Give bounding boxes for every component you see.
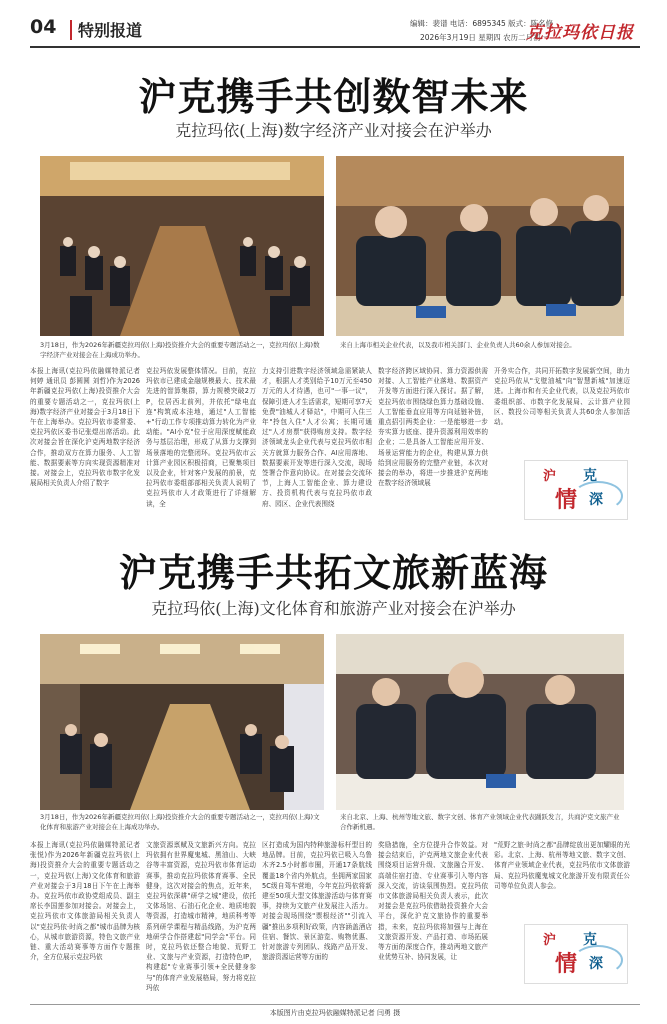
story2-caption-right: 来自北京、上海、杭州等地文旅、数字文创、体育产业领域企业代表踊跃发言，共商沪克文旅产业合作新机遇。 [340,813,620,831]
story1-column-1: 本报上海讯(克拉玛依融媒特派记者 何婷 通讯员 彭圆圆 刘哲)作为2026年新疆克拉玛依(上海)投资推介大会的重要专题活动之一，克拉玛依(上海)数字经济产业对接会于3月18日下午在上海举办。克拉玛依市委常委、克拉玛依区委书记张煜出席活动。此次对接会旨在深化沪克两地数字经济合作，推动双方在算力服务、人工智能、数据要素等方向实现资源精准对接。对接会上，克拉玛依市数字化发展局相关负责人介绍了数字 [30,367,140,488]
story2-column-1: 本报上海讯(克拉玛依融媒特派记者 张悦)作为2026年新疆克拉玛依(上海)投资推介大会的重要专题活动之一，克拉玛依(上海)文化体育和旅游产业对接会于3月18日下午在上海举办。克拉玛依市政协党组成员、副主席长李国莲参加对接会。对接会上，克拉玛依市文体旅游局相关负责人以"克拉玛依·时尚之都"城市品牌为核心，从城市旅游资源，特色文旅产业链、重大活动赛事等方面作专题推介，全方位展示克拉玛依 [30,841,140,962]
story2-column-2: 文旅资源禀赋及文旅新兴方向。克拉玛依拥有世界魔鬼城、黑油山、大峡谷等丰富资源，克拉玛依市体育运动赛事，推动克拉玛依体育赛事、全民健身，这次对接会的焦点，近年来，克拉玛依深耕"研学之城"建设，依托文体场馆、石油石化企业、地质地貌等资源，打造城市精神，地质科考等系列研学课程与精品线路，为沪克两地研学合作搭建起"同学会"平台。同时，克拉玛依还整合地貌、荒野工业、文旅与产业资源，打造特色IP，构建起"专业赛事引领+全民健身参与"的体育产业发展格局，努力将克拉玛依 [146,841,256,992]
story1-photo-conference-hall [40,156,324,336]
hu-ke-qing-shen-badge [524,460,628,520]
badge-qing: 情 [555,488,578,513]
story2-headline: 沪克携手共拓文旅新蓝海 [118,551,548,595]
section-title: 特别报道 [78,21,143,40]
editor-line: 编辑：裴谱 电话：6895345 版式：陈名修 [410,19,554,28]
badge-shen: 深 [589,956,603,972]
date-line: 2026年3月19日 星期四 农历二月初一 [420,33,549,42]
story1-photo-attendees [336,156,624,336]
story2-column-4: 奖励措施，全方位提升合作效益。对接会结束后，沪克两地文旅企业代表围绕项目运营升级、文旅融合开发、高端住宿打造、专业赛事引入等内容深入交流，访谈氛围热烈。克拉玛依市文体旅游局相关负责人表示，此次对接会是克拉玛依借助投资推介大会平台，深化沪克文旅协作的重要举措，未来，克拉玛依将加强与上海在文旅资源开发、产品打造、市场拓展等方面的深度合作，推动两地文旅产业优势互补、协同发展，让 [378,841,488,962]
newspaper-logo: 克拉玛依日报 [526,23,634,43]
story1-caption-left: 3月18日，作为2026年新疆克拉玛依(上海)投资推介大会的重要专题活动之一，克拉玛依(上海)数字经济产业对接会在上海成功举办。 [40,341,320,359]
badge-ke: 克 [583,468,597,484]
story2-caption-left: 3月18日，作为2026年新疆克拉玛依(上海)投资推介大会的重要专题活动之一，克拉玛依(上海)文化体育和旅游产业对接会在上海成功举办。 [40,813,320,831]
story2-subtitle: 克拉玛依(上海)文化体育和旅游产业对接会在沪举办 [151,599,516,618]
badge-shen: 深 [589,492,603,508]
story2-column-5: "荒野之旅·时尚之都"品牌绽放出更加耀眼的光彩。北京、上海、杭州等地文旅、数字文创、体育产业领域企业代表，克拉玛依市文体旅游局、克拉玛依魔鬼城文化旅游开发有限责任公司等单位负责人参会。 [494,841,630,890]
story1-subtitle: 克拉玛依(上海)数字经济产业对接会在沪举办 [175,121,492,140]
story1-column-3: 力支持引进数字经济领域急需紧缺人才，根据人才类别给予10万元至450万元的人才待遇，也可"一事一议"，保障引进人才生活需求，短期可享7天免费"油城人才驿站"，中期可入住三年"拎包入住"人才公寓；长期可通过"人才房票"获得购房支持。数字经济领域龙头企业代表与克拉玛依市相关方就算力服务合作、AI应用落地、数据要素开发等进行深入交流，现场签署合作意向协议。在对接会交流环节，上海人工智能企业、算力建设方、投资机构代表与克拉玛依市政府、园区、企业代表围绕 [262,367,372,508]
badge-hu: 沪 [543,933,557,948]
story1-column-4: 数字经济跨区域协同、算力资源供需对接、人工智能产业落地、数据资产开发等方面进行深入探讨。据了解，克拉玛依市围绕绿色算力基础设施、人工智能垂直应用等方向延链补链，重点招引两类企业：一是能够进一步夯实算力底座、提升资源利用效率的企业；二是具备人工智能应用开发、场景运营能力的企业，构建从算力供给到应用服务的完整产业链，本次对接会的举办，将进一步推进沪克两地在数字经济领域展 [378,367,488,488]
photo-credit-footer: 本版图片由克拉玛依融媒特派记者 闫勇 摄 [30,1004,640,1018]
page-number: 04 [30,16,57,38]
story1-caption-right: 来自上海市相关企业代表，以及我市相关部门、企业负责人共60余人参加对接会。 [340,341,576,349]
story2-photo-conference-hall [40,634,324,810]
badge-ke: 克 [583,932,597,948]
story2-column-3: 区打造成为国内特种旅游标杆型目的地品牌。目前，克拉玛依已吸入乌鲁木齐2.5小时都市圈，开通17条航线覆盖18个省内外航点，坐拥两家国家5C级自驾车营地，今年克拉玛依将新建至50项大型文体旅游活动与体育赛事，持续为文旅产业发展注入活力。对接会现场围绕"票根经济""引流入疆"推出多项利好政策，内容涵盖酒店住宿、餐饮、景区游览、购物优惠、针对旅游专列团队、线路产品开发、旅游资源运营等方面的 [262,841,372,962]
story1-column-2: 克拉玛依发展整体情况。目前，克拉玛依市已建成金融规模最大、技术最先进的智算集群，算力规模突破2万P，位居西北前列，并依托"绿电直连"构筑成本洼地，通过"人工智能+"行动工作专项推动算力转化为产业动能。"AI小克"位于应用深度赋能政务与基层治理，形成了从算力支撑到场景落地的完整闭环。克拉玛依市云计算产业园区积极招商，已聚集项目以及企业，针对客户发展的前景，克拉玛依市委组部部相关负责人说明了克拉玛依市人才政策进行了详细解读，全 [146,367,256,508]
story1-column-5: 开务实合作，共同开拓数字发展新空间，助力克拉玛依从"戈壁油城"向"智慧新城"加速迈进。上海市和有关企业代表，以及克拉玛依市委组织部、市数字化发展局、云计算产业园区、数投公司等相关负责人共60余人参加活动。 [494,367,630,427]
hu-ke-qing-shen-badge-2 [524,924,628,984]
page-header [30,14,640,48]
badge-qing: 情 [555,952,578,977]
badge-hu: 沪 [543,469,557,484]
story2-photo-speakers [336,634,624,810]
header-divider [70,20,72,40]
story1-headline: 沪克携手共创数智未来 [138,75,529,119]
